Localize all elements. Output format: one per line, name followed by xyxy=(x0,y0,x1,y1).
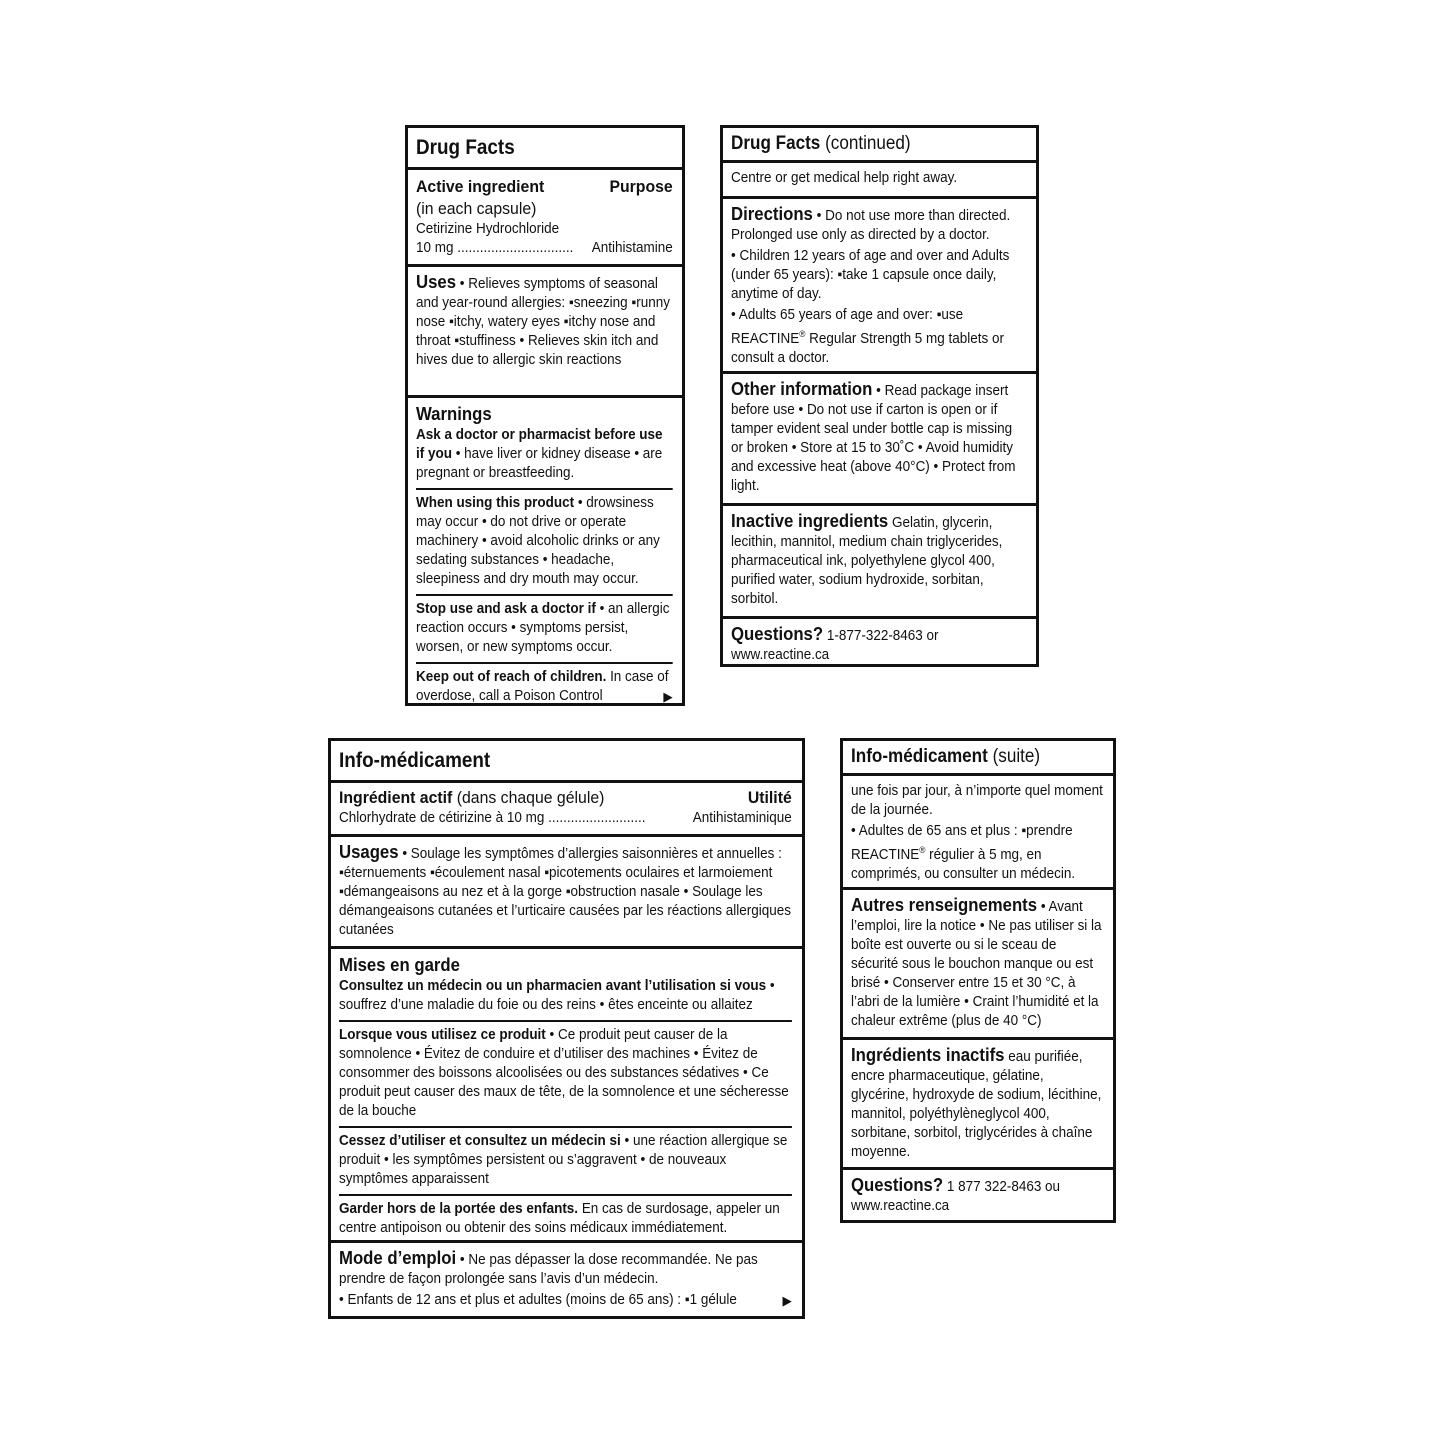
mode-emploi-text-2: • Enfants de 12 ans et plus et adultes (moins de 65 ans) : ▪1 gélule xyxy=(339,1292,737,1308)
ask-doctor-text: • have liver or kidney disease • are pregnant or breastfeeding. xyxy=(416,446,663,481)
utilite-value: Antihistaminique xyxy=(692,810,792,826)
cessez-label: Cessez d’utiliser et consultez un médecin si xyxy=(339,1133,621,1149)
questions-text: 1-877-322-8463 or www.reactine.ca xyxy=(731,628,939,663)
adultes-text-a: • Adultes de 65 ans et plus : ▪prendre REACTINE xyxy=(851,823,1073,863)
other-information-text: • Read package insert before use • Do not use if carton is open or if tamper evident seal under bottle cap is missing or broken • Store at 15 to 30˚C • Avoid humidity and excessive heat (above 40°C) • Protect from light. xyxy=(731,383,1016,494)
mode-emploi-label: Mode d’emploi xyxy=(339,1248,457,1268)
continued-suffix: (continued) xyxy=(825,133,911,154)
drug-facts-panel xyxy=(405,125,685,706)
inactive-ingredients-text: Gelatin, glycerin, lecithin, mannitol, medium chain triglycerides, pharmaceutical ink, polyethylene glycol 400, purified water, sodium hydroxide, sorbitan, sorbitol. xyxy=(731,515,1003,607)
purpose-label: Purpose xyxy=(609,177,673,196)
registered-mark: ® xyxy=(799,329,806,339)
info-medicament-title: Info-médicament xyxy=(339,749,491,772)
autres-renseignements-text: • Avant l’emploi, lire la notice • Ne pas utiliser si la boîte est ouverte ou si le sceau de sécurité sous le bouchon manque ou est brisé • Conserver entre 15 et 30 °C, à l’abri de la lumière • Craint l’humidité et la chaleur extrême (plus de 40 °C) xyxy=(851,899,1102,1029)
other-information-label: Other information xyxy=(731,379,873,399)
other-information-section xyxy=(723,374,1036,506)
mode-emploi-text: • Ne pas dépasser la dose recommandée. Ne pas prendre de façon prolongée sans l’avis d’un médecin. xyxy=(339,1252,758,1287)
inactive-ingredients-label: Inactive ingredients xyxy=(731,511,889,531)
ingredient-line: Chlorhydrate de cétirizine à 10 mg .......................... xyxy=(339,810,646,826)
drug-facts-continued-title: Drug Facts xyxy=(731,133,821,154)
consultez-label: Consultez un médecin ou un pharmacien avant l’utilisation si vous xyxy=(339,978,767,994)
directions-text-1: • Do not use more than directed. Prolonged use only as directed by a doctor. xyxy=(731,208,1011,243)
ingredients-inactifs-section xyxy=(843,1040,1113,1170)
usages-label: Usages xyxy=(339,842,399,862)
when-using-text: • drowsiness may occur • do not drive or operate machinery • avoid alcoholic drinks or any sedating substances • headache, sleepiness and dry mouth may occur. xyxy=(416,495,660,587)
ingredient-actif-label: Ingrédient actif xyxy=(339,788,453,807)
drug-facts-title: Drug Facts xyxy=(416,136,515,159)
directions-section xyxy=(723,199,1036,374)
continue-arrow-icon: ▶ xyxy=(663,689,673,704)
warnings-label: Warnings xyxy=(416,404,492,424)
questions-fr-text: 1 877 322-8463 ou www.reactine.ca xyxy=(851,1179,1061,1214)
when-using-label: When using this product xyxy=(416,495,575,511)
questions-label: Questions? xyxy=(731,624,824,644)
uses-text: • Relieves symptoms of seasonal and year-round allergies: ▪sneezing ▪runny nose ▪itchy, watery eyes ▪itchy nose and throat ▪stuffiness • Relieves skin itch and hives due to allergic skin reactions xyxy=(416,276,670,368)
lorsque-label: Lorsque vous utilisez ce produit xyxy=(339,1027,546,1043)
lorsque-text: • Ce produit peut causer de la somnolence • Évitez de conduire et d’utiliser des machines • Évitez de consommer des boissons alcoolisées ou des substances sédatives • Ce produit peut causer des maux de tête, de la somnolence et une sécheresse de la bouche xyxy=(339,1027,789,1119)
usages-text: • Soulage les symptômes d’allergies saisonnières et annuelles : ▪éternuements ▪écoulement nasal ▪picotements oculaires et larmoiement ▪démangeaisons au nez et à la gorge ▪obstruction nasale • Soulage les démangeaisons cutanées et l’urticaire causées par les réactions allergiques cutanées xyxy=(339,846,792,938)
suite-text: une fois par jour, à n’importe quel moment de la journée. xyxy=(851,783,1103,818)
ask-doctor-label: Ask a doctor or pharmacist before use if you xyxy=(416,427,663,462)
uses-label: Uses xyxy=(416,272,457,292)
utilite-label: Utilité xyxy=(747,788,792,807)
ingredients-inactifs-label: Ingrédients inactifs xyxy=(851,1045,1005,1065)
drug-facts-continued-header xyxy=(723,128,1036,163)
keep-out-text: In case of overdose, call a Poison Control xyxy=(416,669,669,704)
directions-text-2: • Children 12 years of age and over and Adults (under 65 years): ▪take 1 capsule once daily, anytime of day. xyxy=(731,248,1010,302)
active-ingredient-label: Active ingredient xyxy=(416,177,545,196)
stop-use-label: Stop use and ask a doctor if xyxy=(416,601,596,617)
directions-label: Directions xyxy=(731,204,813,224)
questions-section xyxy=(723,619,1036,672)
usages-section xyxy=(331,837,802,949)
questions-fr-section xyxy=(843,1170,1113,1223)
mises-en-garde-label: Mises en garde xyxy=(339,955,460,975)
autres-renseignements-label: Autres renseignements xyxy=(851,895,1038,915)
directions-text-3a: • Adults 65 years of age and over: ▪use REACTINE xyxy=(731,307,964,347)
info-medicament-header xyxy=(331,741,802,783)
continued-text-section xyxy=(723,163,1036,199)
mode-emploi-section xyxy=(331,1243,802,1317)
autres-renseignements-section xyxy=(843,890,1113,1040)
questions-fr-label: Questions? xyxy=(851,1175,944,1195)
uses-section xyxy=(408,267,682,398)
garder-label: Garder hors de la portée des enfants. xyxy=(339,1201,579,1217)
directions-text-3b: Regular Strength 5 mg tablets or consult a doctor. xyxy=(731,330,1005,366)
info-medicament-suite-title: Info-médicament xyxy=(851,746,988,767)
consultez-text: • souffrez d’une maladie du foie ou des reins • êtes enceinte ou allaitez xyxy=(339,978,775,1013)
warnings-section xyxy=(408,398,682,713)
drug-facts-header xyxy=(408,128,682,170)
ingredient-actif-sub: (dans chaque gélule) xyxy=(456,788,605,807)
active-ingredient-section xyxy=(408,170,682,267)
drug-facts-continued-panel xyxy=(720,125,1039,667)
ingredients-inactifs-text: eau purifiée, encre pharmaceutique, gélatine, glycérine, hydroxyde de sodium, lécithine, mannitol, polyéthylèneglycol 400, sorbitane, sorbitol, triglycérides à chaîne moyenne. xyxy=(851,1049,1102,1160)
ingredient-name: Cetirizine Hydrochloride xyxy=(416,221,560,237)
cessez-text: • une réaction allergique se produit • les symptômes persistent ou s’aggravent • de nouveaux symptômes apparaissent xyxy=(339,1133,788,1187)
info-medicament-suite-panel xyxy=(840,738,1116,1223)
keep-out-label: Keep out of reach of children. xyxy=(416,669,607,685)
ingredient-actif-section xyxy=(331,783,802,837)
continued-text: Centre or get medical help right away. xyxy=(731,170,958,186)
registered-mark-fr: ® xyxy=(919,845,926,855)
garder-text: En cas de surdosage, appeler un centre antipoison ou obtenir des soins médicaux immédiatement. xyxy=(339,1201,780,1236)
suite-arrow-icon: ▶ xyxy=(782,1293,792,1308)
suite-text-section xyxy=(843,776,1113,890)
inactive-ingredients-section xyxy=(723,506,1036,619)
info-medicament-panel xyxy=(328,738,805,1319)
adultes-text-b: régulier à 5 mg, en comprimés, ou consulter un médecin. xyxy=(851,846,1076,882)
suite-suffix: (suite) xyxy=(992,746,1041,767)
stop-use-text: • an allergic reaction occurs • symptoms persist, worsen, or new symptoms occur. xyxy=(416,601,670,655)
info-medicament-suite-header xyxy=(843,741,1113,776)
mises-en-garde-section xyxy=(331,949,802,1243)
purpose-value: Antihistamine xyxy=(591,240,673,256)
dose-line: 10 mg ............................... xyxy=(416,240,574,256)
active-sub-label: (in each capsule) xyxy=(416,199,537,218)
